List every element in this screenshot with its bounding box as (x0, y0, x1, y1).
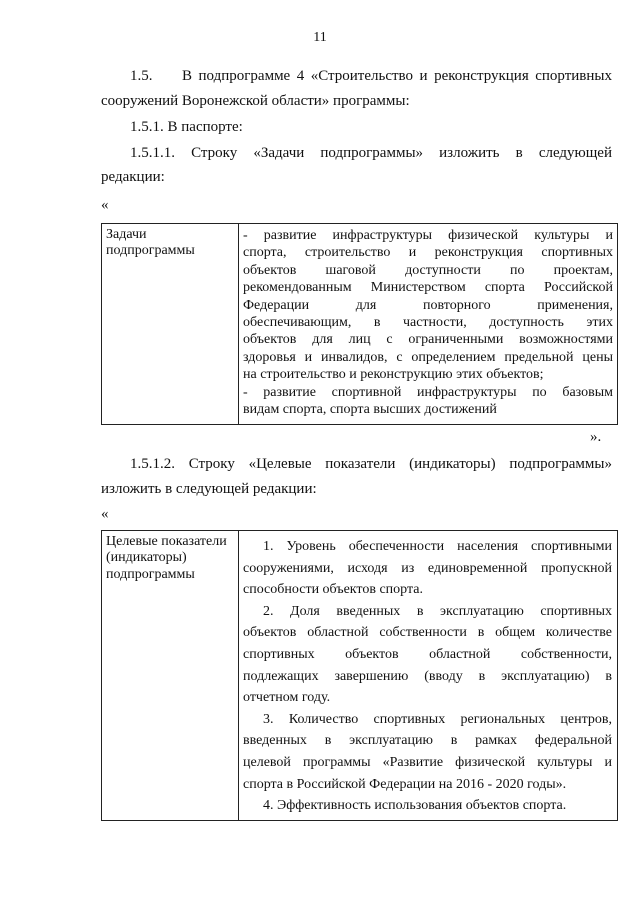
tasks-content-line: - развитие инфраструктуры физической культуры и (243, 228, 613, 243)
indicators-content-line: 2. Доля введенных в эксплуатацию спортивных (263, 603, 612, 619)
tasks-label-line: Задачи (106, 227, 147, 242)
indicators-content-line: 4. Эффективность использования объектов спорта. (263, 798, 567, 814)
tasks-content-line: обеспечивающим, в частности, доступность этих (243, 315, 613, 331)
indicators-content-line: подлежащих завершению (вводу в эксплуатацию) в (243, 668, 612, 684)
indicators-content-cell (239, 531, 618, 821)
para-1-5-line1: В подпрограмме 4 «Строительство и реконструкция спортивных (182, 68, 612, 84)
indicators-content-line: объектов областной собственности в общем количестве (243, 625, 612, 641)
indicators-table-row (102, 531, 618, 821)
tasks-content-line: видам спорта, спорта высших достижений (243, 402, 497, 418)
open-quote-1: « (101, 197, 109, 213)
indicators-content-line: целевой программы «Развитие физической культуры и (243, 754, 612, 770)
tasks-content-line: спорта, строительство и реконструкция спортивных (243, 245, 613, 261)
tasks-table-row (102, 224, 618, 425)
para-1-5-1: 1.5.1. В паспорте: (130, 119, 243, 135)
tasks-table (101, 223, 618, 425)
tasks-content-line: - развитие спортивной инфраструктуры по базовым (243, 384, 613, 400)
indicators-label-line: Целевые показатели (106, 534, 227, 549)
indicators-content-line: способности объектов спорта. (243, 582, 423, 598)
indicators-label-line: подпрограммы (106, 566, 195, 582)
tasks-content-line: рекомендованным Министерством спорта Российской (243, 280, 613, 296)
para-1-5-line2: сооружений Воронежской области» программы: (101, 93, 410, 109)
indicators-content-line: отчетном году. (243, 690, 331, 706)
indicators-content-line: сооружениями, исходя из единовременной пропускной (243, 560, 612, 576)
indicators-content-line: введенных в эксплуатацию в рамках федеральной (243, 733, 612, 749)
indicators-content-line: спорта в Российской Федерации на 2016 - 2020 годы». (243, 776, 567, 792)
indicators-content-line: спортивных объектов областной собственности, (243, 646, 612, 662)
tasks-content-line: здоровья и инвалидов, с определением предельной цены (243, 349, 613, 365)
para-1-5-1-1-line1: 1.5.1.1. Строку «Задачи подпрограммы» изложить в следующей (130, 145, 612, 161)
tasks-label-cell (102, 224, 239, 425)
open-quote-2: « (101, 506, 109, 522)
indicators-content-line: 3. Количество спортивных региональных центров, (263, 711, 612, 727)
para-1-5-1-2-line2: изложить в следующей редакции: (101, 481, 317, 497)
indicators-label-cell (102, 531, 239, 821)
tasks-content-cell (239, 224, 618, 425)
indicators-table (101, 530, 618, 821)
close-quote-1: ». (590, 429, 602, 445)
tasks-content-line: на строительство и реконструкцию этих объектов; (243, 367, 544, 383)
para-1-5-1-1-line2: редакции: (101, 169, 165, 185)
indicators-label-line: (индикаторы) (106, 550, 187, 566)
para-1-5-number: 1.5. (130, 68, 153, 84)
tasks-content-line: Федерации для повторного применения, (243, 297, 613, 313)
page-number: 11 (313, 30, 327, 45)
tasks-label-line: подпрограммы (106, 243, 195, 259)
indicators-content-line: 1. Уровень обеспеченности населения спортивными (263, 539, 612, 554)
tasks-content-line: объектов шаговой доступности по проектам, (243, 262, 613, 278)
para-1-5-1-2-line1: 1.5.1.2. Строку «Целевые показатели (индикаторы) подпрограммы» (130, 456, 612, 472)
tasks-content-line: объектов для лиц с ограниченными возможностями (243, 332, 613, 348)
